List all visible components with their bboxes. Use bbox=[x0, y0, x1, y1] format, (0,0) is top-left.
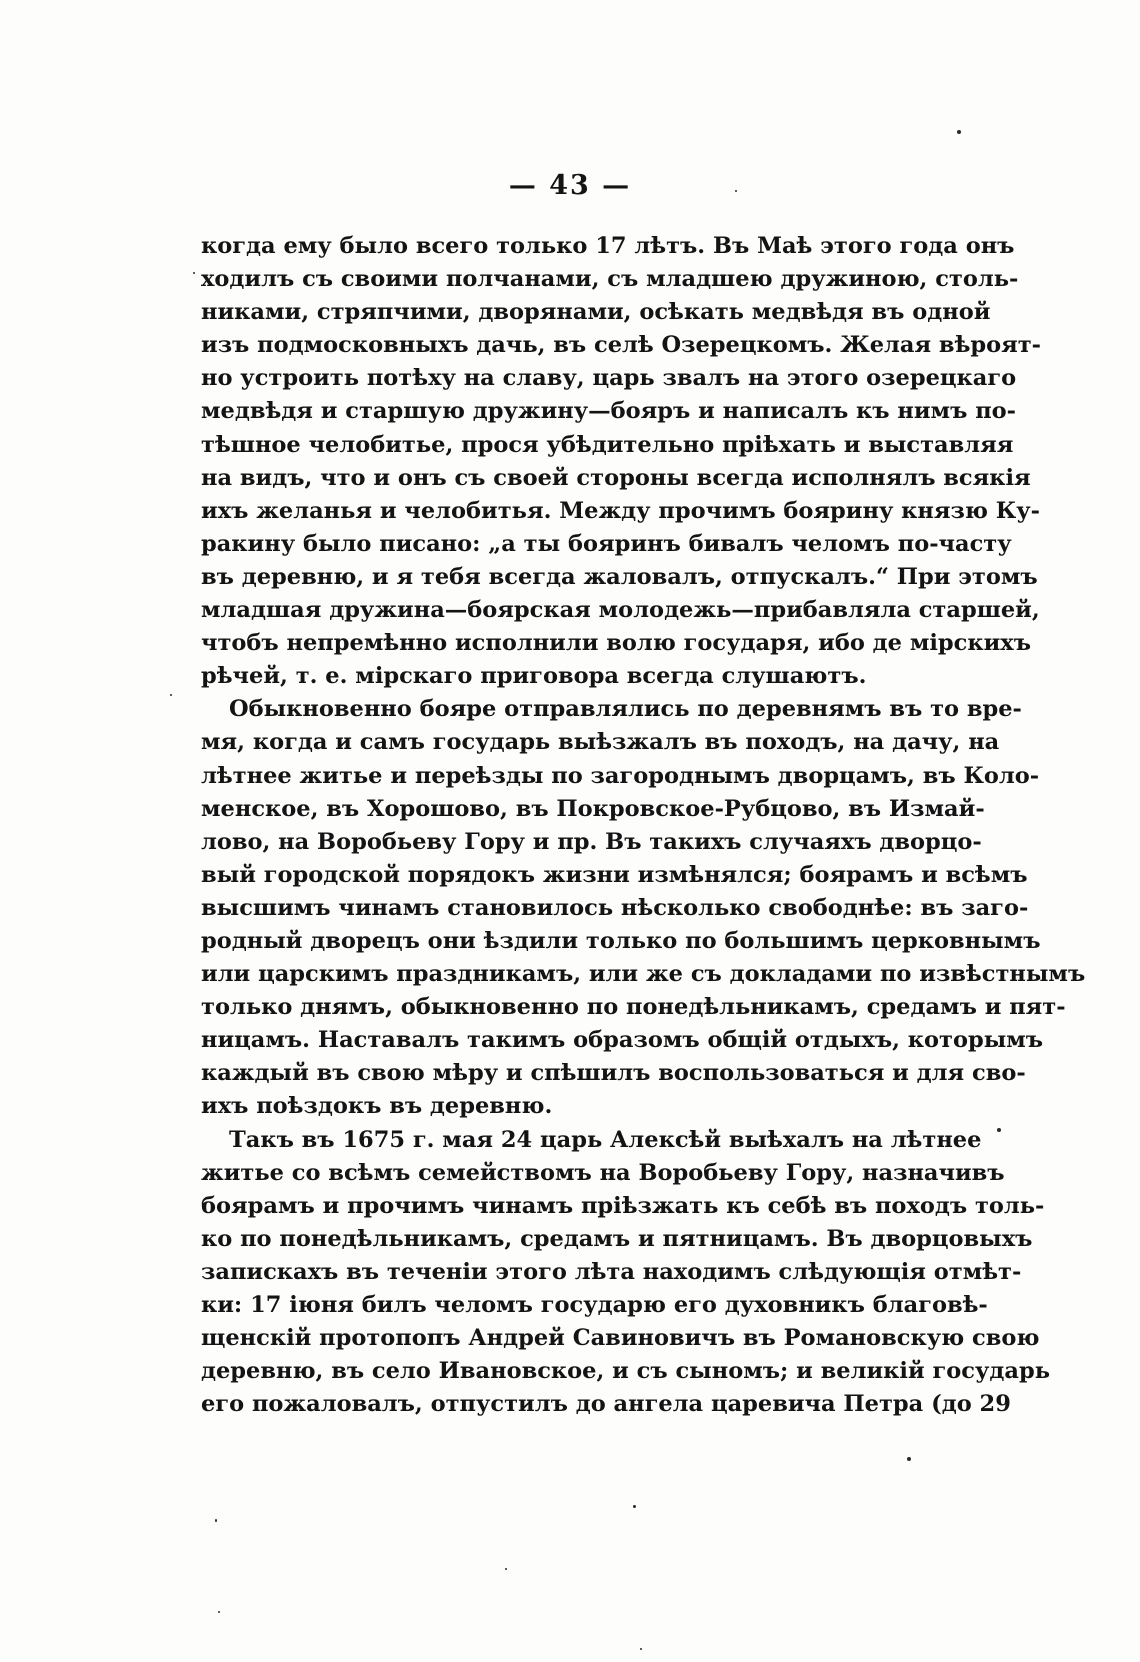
text-line: ихъ желанья и челобитья. Между прочимъ боярину князю Ку- bbox=[201, 497, 1040, 524]
text-line: лѣтнее житье и переѣзды по загороднымъ дворцамъ, въ Коло- bbox=[201, 762, 1040, 789]
scan-speck bbox=[218, 1611, 220, 1613]
text-line: мя, когда и самъ государь выѣзжалъ въ походъ, на дачу, на bbox=[201, 729, 1000, 756]
scan-speck bbox=[735, 190, 737, 192]
text-line: ки: 17 іюня билъ челомъ государю его духовникъ благовѣ- bbox=[201, 1292, 988, 1318]
scan-speck bbox=[907, 1457, 911, 1461]
text-line: ко по понедѣльникамъ, средамъ и пятницамъ. Въ дворцовыхъ bbox=[201, 1225, 1033, 1252]
scan-speck bbox=[170, 694, 172, 696]
body-text bbox=[201, 230, 1086, 1421]
text-line: никами, стряпчими, дворянами, осѣкать медвѣдя въ одной bbox=[201, 299, 991, 326]
text-line: щенскій протопопъ Андрей Савиновичъ въ Романовскую свою bbox=[201, 1325, 1040, 1352]
text-line: каждый въ свою мѣру и спѣшилъ воспользоваться и для сво- bbox=[201, 1060, 1026, 1087]
scan-speck bbox=[640, 1648, 642, 1650]
text-line: медвѣдя и старшую дружину—бояръ и написалъ къ нимъ по- bbox=[201, 398, 1017, 425]
text-line: въ деревню, и я тебя всегда жаловалъ, отпускалъ.“ При этомъ bbox=[201, 563, 1038, 590]
scan-speck bbox=[997, 1128, 1001, 1132]
text-line: ходилъ съ своими полчанами, съ младшею дружиною, столь- bbox=[201, 266, 1019, 293]
text-line: его пожаловалъ, отпустилъ до ангела царевича Петра (до 29 bbox=[201, 1391, 1011, 1418]
text-line: Обыкновенно бояре отправлялись по деревнямъ въ то вре- bbox=[229, 696, 1022, 723]
text-line: но устроить потѣху на славу, царь звалъ на этого озерецкаго bbox=[201, 365, 1017, 392]
text-line: лово, на Воробьеву Гору и пр. Въ такихъ случаяхъ дворцо- bbox=[201, 828, 982, 855]
text-line: запискахъ въ теченіи этого лѣта находимъ слѣдующія отмѣт- bbox=[201, 1258, 1022, 1285]
scan-speck bbox=[957, 130, 961, 134]
text-line: житье со всѣмъ семействомъ на Воробьеву Гору, назначивъ bbox=[201, 1159, 1005, 1186]
text-line: или царскимъ праздникамъ, или же съ докладами по извѣстнымъ bbox=[201, 961, 1086, 988]
text-line: ницамъ. Наставалъ такимъ образомъ общій отдыхъ, которымъ bbox=[201, 1027, 1044, 1054]
text-line: изъ подмосковныхъ дачь, въ селѣ Озерецкомъ. Желая вѣроят- bbox=[201, 332, 1042, 359]
text-line: на видъ, что и онъ съ своей стороны всегда исполнялъ всякія bbox=[201, 464, 1031, 491]
text-line: высшимъ чинамъ становилось нѣсколько свободнѣе: въ заго- bbox=[201, 894, 1029, 921]
text-line: ихъ поѣздокъ въ деревню. bbox=[201, 1093, 553, 1120]
text-line: тѣшное челобитье, прося убѣдительно пріѣхать и выставляя bbox=[201, 431, 1014, 458]
text-line: рѣчей, т. е. мірскаго приговора всегда слушаютъ. bbox=[201, 663, 867, 690]
text-line: вый городской порядокъ жизни измѣнялся; боярамъ и всѣмъ bbox=[201, 861, 1028, 888]
text-line: менское, въ Хорошово, въ Покровское-Рубцово, въ Измай- bbox=[201, 795, 985, 822]
scan-speck bbox=[505, 1568, 507, 1570]
page-number: — 43 — bbox=[508, 170, 632, 201]
text-line: ракину было писано: „а ты бояринъ бивалъ челомъ по-часту bbox=[201, 530, 1012, 557]
scan-speck bbox=[215, 1519, 217, 1522]
text-line: только днямъ, обыкновенно по понедѣльникамъ, средамъ и пят- bbox=[201, 994, 1066, 1021]
text-line: деревню, въ село Ивановское, и съ сыномъ; и великій государь bbox=[201, 1358, 1050, 1385]
text-line: чтобъ непремѣнно исполнили волю государя, ибо де мірскихъ bbox=[201, 630, 1031, 657]
text-line: младшая дружина—боярская молодежь—прибавляла старшей, bbox=[201, 597, 1040, 624]
text-line: когда ему было всего только 17 лѣтъ. Въ Маѣ этого года онъ bbox=[201, 233, 1015, 259]
scan-speck bbox=[633, 1505, 636, 1508]
text-line: Такъ въ 1675 г. мая 24 царь Алексѣй выѣхалъ на лѣтнее bbox=[229, 1126, 982, 1153]
text-line: боярамъ и прочимъ чинамъ пріѣзжать къ себѣ въ походъ толь- bbox=[201, 1192, 1045, 1219]
text-line: родный дворецъ они ѣздили только по большимъ церковнымъ bbox=[201, 927, 1041, 954]
scan-speck bbox=[193, 272, 195, 274]
